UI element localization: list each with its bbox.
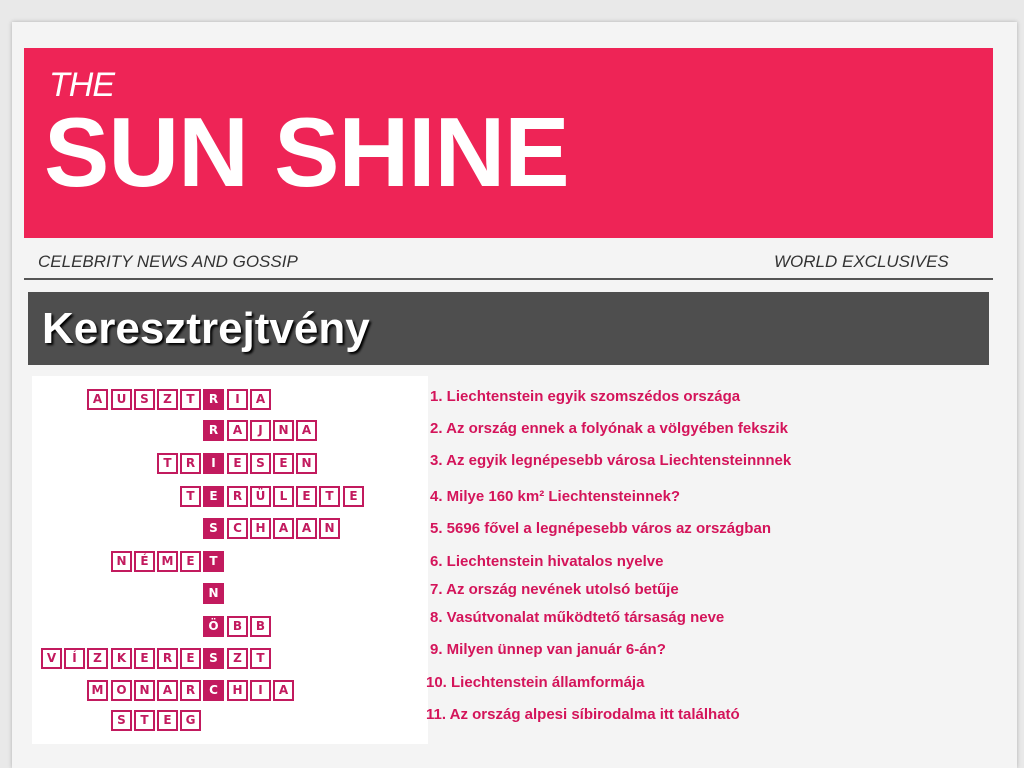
- crossword-cell: E: [343, 486, 364, 507]
- crossword-cell: T: [180, 486, 201, 507]
- crossword-grid: [32, 376, 428, 744]
- crossword-cell: C: [227, 518, 248, 539]
- crossword-key-cell: N: [203, 583, 224, 604]
- crossword-key-cell: S: [203, 648, 224, 669]
- section-banner: [28, 292, 989, 365]
- crossword-cell: S: [250, 453, 271, 474]
- crossword-cell: M: [87, 680, 108, 701]
- crossword-cell: Ü: [250, 486, 271, 507]
- crossword-cell: N: [111, 551, 132, 572]
- crossword-cell: A: [250, 389, 271, 410]
- crossword-cell: R: [180, 453, 201, 474]
- crossword-key-cell: E: [203, 486, 224, 507]
- crossword-cell: E: [296, 486, 317, 507]
- crossword-cell: K: [111, 648, 132, 669]
- crossword-cell: E: [180, 551, 201, 572]
- crossword-cell: T: [134, 710, 155, 731]
- tagline-left: CELEBRITY NEWS AND GOSSIP: [38, 252, 298, 271]
- crossword-cell: T: [250, 648, 271, 669]
- crossword-cell: A: [87, 389, 108, 410]
- crossword-cell: M: [157, 551, 178, 572]
- crossword-cell: O: [111, 680, 132, 701]
- crossword-cell: B: [250, 616, 271, 637]
- clue-item: 1. Liechtenstein egyik szomszédos országa: [430, 388, 741, 405]
- crossword-cell: H: [227, 680, 248, 701]
- clue-item: 10. Liechtenstein államformája: [426, 674, 645, 691]
- crossword-cell: É: [134, 551, 155, 572]
- crossword-key-cell: R: [203, 389, 224, 410]
- crossword-cell: N: [273, 420, 294, 441]
- crossword-cell: Z: [227, 648, 248, 669]
- crossword-cell: Í: [64, 648, 85, 669]
- crossword-key-cell: I: [203, 453, 224, 474]
- crossword-cell: A: [296, 518, 317, 539]
- clue-item: 11. Az ország alpesi síbirodalma itt található: [426, 706, 740, 723]
- clue-item: 6. Liechtenstein hivatalos nyelve: [430, 553, 664, 570]
- masthead-the: THE: [49, 66, 114, 104]
- crossword-key-cell: T: [203, 551, 224, 572]
- crossword-cell: T: [157, 453, 178, 474]
- crossword-cell: Z: [87, 648, 108, 669]
- masthead-title: SUN SHINE: [44, 97, 569, 207]
- crossword-cell: U: [111, 389, 132, 410]
- crossword-cell: N: [296, 453, 317, 474]
- crossword-cell: A: [296, 420, 317, 441]
- crossword-cell: N: [134, 680, 155, 701]
- crossword-cell: E: [180, 648, 201, 669]
- crossword-cell: T: [180, 389, 201, 410]
- crossword-cell: I: [250, 680, 271, 701]
- crossword-key-cell: Ö: [203, 616, 224, 637]
- masthead: [24, 48, 993, 238]
- crossword-cell: E: [227, 453, 248, 474]
- crossword-cell: I: [227, 389, 248, 410]
- crossword-key-cell: R: [203, 420, 224, 441]
- crossword-cell: A: [273, 518, 294, 539]
- clue-item: 3. Az egyik legnépesebb városa Liechtensteinnnek: [430, 452, 792, 469]
- crossword-cell: V: [41, 648, 62, 669]
- clue-item: 4. Milye 160 km² Liechtensteinnek?: [430, 488, 681, 505]
- crossword-cell: E: [273, 453, 294, 474]
- crossword-cell: L: [273, 486, 294, 507]
- crossword-cell: N: [319, 518, 340, 539]
- clue-item: 5. 5696 fővel a legnépesebb város az országban: [430, 520, 771, 537]
- crossword-cell: Z: [157, 389, 178, 410]
- crossword-cell: T: [319, 486, 340, 507]
- crossword-cell: A: [227, 420, 248, 441]
- crossword-key-cell: S: [203, 518, 224, 539]
- crossword-cell: S: [111, 710, 132, 731]
- crossword-cell: G: [180, 710, 201, 731]
- crossword-cell: A: [273, 680, 294, 701]
- tagline-right: WORLD EXCLUSIVES: [774, 252, 949, 271]
- crossword-key-cell: C: [203, 680, 224, 701]
- crossword-cell: R: [227, 486, 248, 507]
- crossword-cell: R: [180, 680, 201, 701]
- crossword-cell: H: [250, 518, 271, 539]
- crossword-cell: E: [134, 648, 155, 669]
- crossword-cell: J: [250, 420, 271, 441]
- clue-item: 8. Vasútvonalat működtető társaság neve: [430, 609, 725, 626]
- crossword-cell: B: [227, 616, 248, 637]
- section-title: Keresztrejtvény: [42, 304, 370, 353]
- clue-item: 7. Az ország nevének utolsó betűje: [430, 581, 679, 598]
- crossword-cell: A: [157, 680, 178, 701]
- clue-item: 9. Milyen ünnep van január 6-án?: [430, 641, 666, 658]
- divider-rule: [24, 278, 993, 280]
- crossword-cell: E: [157, 710, 178, 731]
- clue-item: 2. Az ország ennek a folyónak a völgyében fekszik: [430, 420, 788, 437]
- crossword-cell: S: [134, 389, 155, 410]
- crossword-cell: R: [157, 648, 178, 669]
